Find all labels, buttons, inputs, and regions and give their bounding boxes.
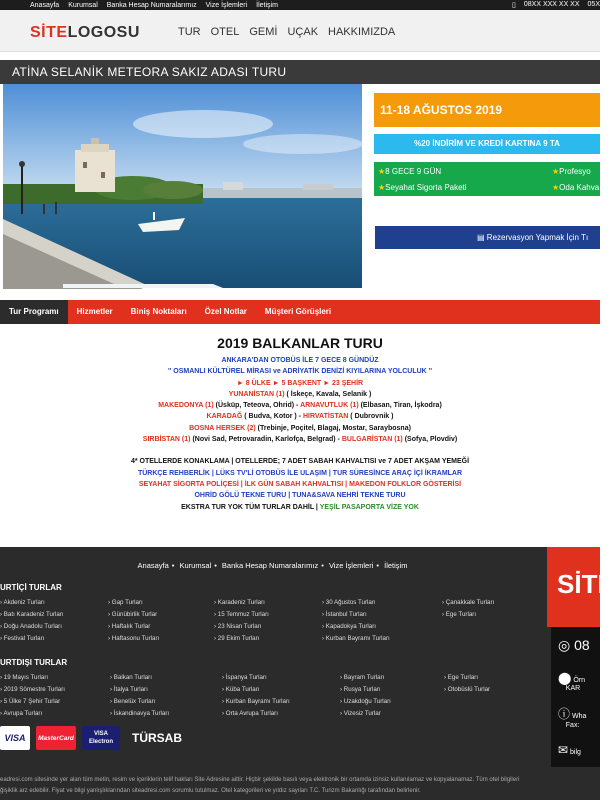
copyright-text: eadresi.com sitesinde yer alan tüm metin, resim ve içeriklerin telif hakları Site Adresine aittir. Hiçbir şekilde basılı veya elektronik bir ortamda izinsiz kullanılamaz ve kopyalanamaz. Tüm otel bilgileri ğişiklik arz edebilir. Fiyat ve bilgi yanlışlıklarından siteadresi.com sorumlu tutulmaz. Otel kategorileri ve yıldız sayıları T.C. Turizm Bakanlığı tarafından belirlenir. xyxy=(0,777,520,794)
intl-col-3: › İspanya Turları › Küba Turları › Kurban Bayramı Turları › Orta Avrupa Turları xyxy=(222,672,290,720)
footer-contact xyxy=(551,627,600,767)
star-icon: ★ xyxy=(378,183,386,192)
tab-boarding[interactable]: Biniş Noktaları xyxy=(130,307,187,316)
top-phone-1[interactable]: 08XX XXX XX XX xyxy=(523,1,580,8)
tursab-logo: TÜRSAB xyxy=(132,731,182,745)
domestic-col-1: › Akdeniz Turları › Batı Karadeniz Turları › Doğu Anadolu Turları › Festival Turları xyxy=(0,597,64,645)
feature-insurance: ★Seyahat Sigorta Paketi xyxy=(378,183,467,192)
tour-tabs xyxy=(0,300,600,324)
domestic-tours-heading: URTİÇİ TURLAR xyxy=(0,583,62,592)
star-icon: ★ xyxy=(552,167,560,176)
top-link-bank[interactable]: Banka Hesap Numaralarımız xyxy=(106,1,197,9)
tab-program[interactable]: Tur Programı xyxy=(0,300,68,324)
list-icon: ▤ xyxy=(477,233,485,242)
intl-col-4: › Bayram Turları › Rusya Turları › Uzakdoğu Turları › Vizesiz Turlar xyxy=(340,672,391,720)
program-line: ANKARA'DAN OTOBÜS İLE 7 GECE 8 GÜNDÜZ xyxy=(221,357,379,364)
site-header xyxy=(0,10,600,52)
international-tours-heading: URTDIŞI TURLAR xyxy=(0,658,68,667)
visa-logo: VISA xyxy=(0,726,30,750)
star-icon: ★ xyxy=(552,183,560,192)
site-footer xyxy=(0,547,600,800)
tab-reviews[interactable]: Müşteri Görüşleri xyxy=(264,307,332,316)
program-line: TÜRKÇE REHBERLİK | LÜKS TV'Lİ OTOBÜS İLE ULAŞIM | TUR SÜRESİNCE ARAÇ İÇİ İKRAMLAR xyxy=(137,469,463,477)
footer-link-home[interactable]: Anasayfa xyxy=(137,561,169,570)
top-link-home[interactable]: Anasayfa xyxy=(30,1,60,9)
footer-link-corporate[interactable]: Kurumsal xyxy=(179,561,212,570)
footer-link-visa[interactable]: Vize İşlemleri xyxy=(328,561,374,570)
program-line: MAKEDONYA (1) (Üsküp, Teteova, Ohrid) - ARNAVUTLUK (1) (Elbasan, Tiran, İşkodra) xyxy=(158,402,442,410)
phone-icon: ◎ xyxy=(558,637,571,653)
site-logo[interactable]: SİTELOGOSU xyxy=(30,24,140,41)
tour-photo xyxy=(3,84,362,288)
phone-row[interactable]: ◎ 08 xyxy=(558,637,590,653)
feature-breakfast: ★Oda Kahva xyxy=(552,183,600,192)
features-box xyxy=(374,162,600,196)
tour-title: ATİNA SELANİK METEORA SAKIZ ADASI TURU xyxy=(0,60,600,84)
program-line: ► 8 ÜLKE ► 5 BAŞKENT ► 23 ŞEHİR xyxy=(236,379,364,387)
tour-date: 11-18 AĞUSTOS 2019 xyxy=(374,93,600,127)
intl-col-5: › Ege Turları › Otobüslü Turlar xyxy=(444,672,490,696)
domestic-col-3: › Karadeniz Turları › 15 Temmuz Turları › 23 Nisan Turları › 29 Ekim Turları xyxy=(214,597,269,645)
top-link-contact[interactable]: İletişim xyxy=(256,1,278,9)
domestic-col-5: › Çanakkale Turları › Ege Turları xyxy=(442,597,494,621)
location-pin-icon: ⬤ xyxy=(558,671,572,685)
phone-icon: ▯ xyxy=(512,2,516,9)
program-line: KARADAĞ ( Budva, Kotor ) - HIRVATİSTAN ( Dubrovnik ) xyxy=(206,413,394,421)
top-phones xyxy=(512,1,600,9)
visa-electron-logo: VISA Electron xyxy=(82,726,120,750)
email-row[interactable]: ✉ bilg xyxy=(558,743,581,757)
intl-col-1: › 19 Mayıs Turları › 2019 Sömestre Turları › 5 Ülke 7 Şehir Turlar › Avrupa Turları xyxy=(0,672,65,720)
top-link-visa[interactable]: Vize İşlemleri xyxy=(205,1,248,9)
program-line: 4* OTELLERDE KONAKLAMA | OTELLERDE; 7 ADET SABAH KAHVALTISI ve 7 ADET AKŞAM YEMEĞİ xyxy=(130,458,470,466)
address-row: ⬤ Örn KAR xyxy=(558,671,586,692)
main-nav xyxy=(178,26,395,38)
program-line: YUNANİSTAN (1) ( İskeçe, Kavala, Selanik ) xyxy=(228,390,372,398)
domestic-col-4: › 30 Ağustos Turları › İstanbul Turları › Kapadokya Turları › Kurban Bayramı Turları xyxy=(322,597,390,645)
program-line: '' OSMANLI KÜLTÜREL MİRASI ve ADRİYATİK DENİZİ KIYILARINA YOLCULUK '' xyxy=(168,368,432,376)
info-icon: ⓘ xyxy=(558,707,571,721)
whatsapp-row: ⓘ Wha Fax: xyxy=(558,707,587,729)
tab-notes[interactable]: Özel Notlar xyxy=(204,307,247,316)
program-line: SIRBİSTAN (1) (Novi Sad, Petrovaradin, Karlofça, Belgrad) - BULGARİSTAN (1) (Sofya, Plovdiv) xyxy=(142,436,458,444)
domestic-col-2: › Gap Turları › Günübirlik Turlar › Haftalık Turlar › Haftasonu Turları xyxy=(108,597,159,645)
nav-tur[interactable]: TUR xyxy=(178,26,201,38)
star-icon: ★ xyxy=(378,167,386,176)
tour-program-content xyxy=(0,330,600,513)
mail-icon: ✉ xyxy=(558,743,569,757)
reservation-button[interactable]: ▤ Rezervasyon Yapmak İçin Tı xyxy=(375,226,600,249)
top-links xyxy=(0,2,278,9)
nav-otel[interactable]: OTEL xyxy=(210,26,240,38)
nav-gemi[interactable]: GEMİ xyxy=(249,26,278,38)
footer-link-contact[interactable]: İletişim xyxy=(384,561,408,570)
top-link-corporate[interactable]: Kurumsal xyxy=(68,1,98,9)
tab-services[interactable]: Hizmetler xyxy=(76,307,113,316)
program-line: OHRİD GÖLÜ TEKNE TURU | TUNA&SAVA NEHRİ TEKNE TURU xyxy=(194,492,406,500)
mastercard-logo: MasterCard xyxy=(36,726,76,750)
promo-banner: %20 İNDİRİM VE KREDİ KARTINA 9 TA xyxy=(374,134,600,154)
program-line: BOSNA HERSEK (2) (Trebinje, Poçitel, Blagaj, Mostar, Saraybosna) xyxy=(189,424,411,432)
program-line: EKSTRA TUR YOK TÜM TURLAR DAHİL | YEŞİL PASAPORTA VİZE YOK xyxy=(181,503,419,511)
top-phone-2[interactable]: 05X xyxy=(587,1,600,8)
feature-nights: ★8 GECE 9 GÜN xyxy=(378,167,442,176)
top-bar xyxy=(0,0,600,10)
payment-badges xyxy=(0,726,188,750)
footer-logo[interactable]: SİTE xyxy=(547,547,600,627)
program-line: SEYAHAT SİGORTA POLİÇESİ | İLK GÜN SABAH KAHVALTISI | MAKEDON FOLKLOR GÖSTERİSİ xyxy=(138,480,462,488)
feature-guide: ★Profesyo xyxy=(552,167,591,176)
program-heading: 2019 BALKANLAR TURU xyxy=(217,335,383,351)
footer-nav: Anasayfa • Kurumsal • Banka Hesap Numaralarımız • Vize İşlemleri • İletişim xyxy=(137,561,408,570)
intl-col-2: › Balkan Turları › İtalya Turları › Benelüx Turları › İskandinavya Turları xyxy=(110,672,169,720)
nav-ucak[interactable]: UÇAK xyxy=(287,26,319,38)
white-tower-photo xyxy=(3,84,362,288)
nav-about[interactable]: HAKKIMIZDA xyxy=(328,26,396,38)
footer-link-bank[interactable]: Banka Hesap Numaralarımız xyxy=(221,561,319,570)
